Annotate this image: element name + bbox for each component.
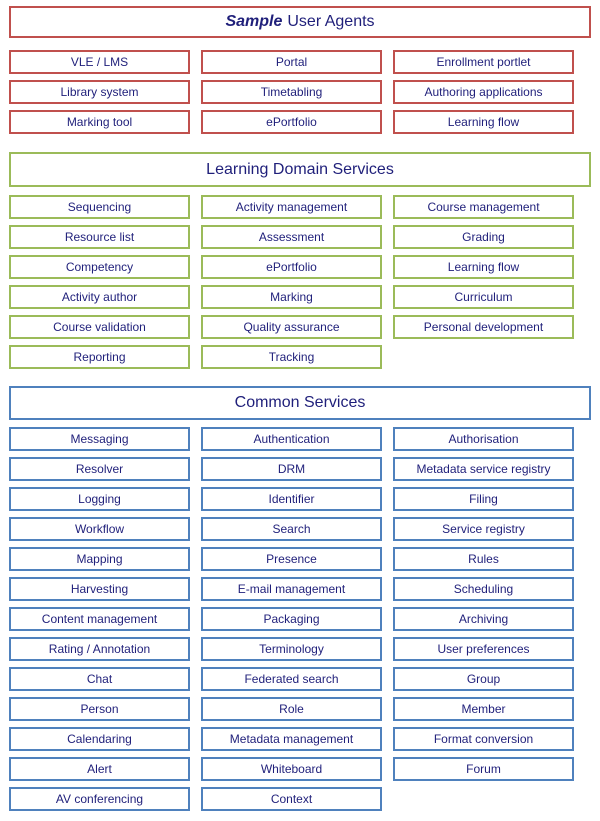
user-agents-title-emphasis: Sample <box>225 13 283 30</box>
learning-service-box: Marking <box>201 285 382 309</box>
learning-service-box: Tracking <box>201 345 382 369</box>
common-service-box: Archiving <box>393 607 574 631</box>
common-service-box: Calendaring <box>9 727 190 751</box>
learning-service-box: Sequencing <box>9 195 190 219</box>
common-service-box: Chat <box>9 667 190 691</box>
learning-service-box: Activity management <box>201 195 382 219</box>
common-service-box: Logging <box>9 487 190 511</box>
common-service-box: Metadata management <box>201 727 382 751</box>
learning-service-box: Personal development <box>393 315 574 339</box>
common-service-box: User preferences <box>393 637 574 661</box>
learning-service-box: Resource list <box>9 225 190 249</box>
user-agent-box: Learning flow <box>393 110 574 134</box>
common-service-box: Presence <box>201 547 382 571</box>
common-service-box: E-mail management <box>201 577 382 601</box>
common-service-box: Filing <box>393 487 574 511</box>
common-service-box: Messaging <box>9 427 190 451</box>
common-service-box: Group <box>393 667 574 691</box>
learning-domain-header <box>9 152 591 187</box>
common-service-box: Forum <box>393 757 574 781</box>
common-service-box: Federated search <box>201 667 382 691</box>
user-agent-box: Enrollment portlet <box>393 50 574 74</box>
user-agent-box: Library system <box>9 80 190 104</box>
common-service-box: Whiteboard <box>201 757 382 781</box>
learning-service-box: ePortfolio <box>201 255 382 279</box>
common-service-box: Format conversion <box>393 727 574 751</box>
user-agents-grid <box>9 50 574 134</box>
common-service-empty-cell <box>393 787 574 811</box>
common-service-box: AV conferencing <box>9 787 190 811</box>
learning-service-box: Assessment <box>201 225 382 249</box>
common-services-title: Common Services <box>234 394 366 411</box>
user-agent-box: VLE / LMS <box>9 50 190 74</box>
learning-domain-grid <box>9 195 574 369</box>
common-service-box: Identifier <box>201 487 382 511</box>
common-service-box: Authentication <box>201 427 382 451</box>
common-service-box: Mapping <box>9 547 190 571</box>
learning-service-box: Course management <box>393 195 574 219</box>
common-service-box: Search <box>201 517 382 541</box>
common-service-box: Role <box>201 697 382 721</box>
common-service-box: Person <box>9 697 190 721</box>
learning-service-box: Grading <box>393 225 574 249</box>
learning-domain-title: Learning Domain Services <box>206 160 394 178</box>
user-agent-box: Marking tool <box>9 110 190 134</box>
common-service-box: Alert <box>9 757 190 781</box>
learning-service-box: Activity author <box>9 285 190 309</box>
common-service-box: Member <box>393 697 574 721</box>
user-agents-title: User Agents <box>287 13 375 30</box>
learning-service-box: Course validation <box>9 315 190 339</box>
common-services-grid <box>9 427 574 811</box>
learning-service-box: Curriculum <box>393 285 574 309</box>
common-service-box: Authorisation <box>393 427 574 451</box>
common-service-box: Harvesting <box>9 577 190 601</box>
user-agents-header <box>9 6 591 38</box>
common-service-box: DRM <box>201 457 382 481</box>
common-service-box: Terminology <box>201 637 382 661</box>
common-service-box: Rating / Annotation <box>9 637 190 661</box>
learning-service-box: Quality assurance <box>201 315 382 339</box>
learning-service-box: Reporting <box>9 345 190 369</box>
common-service-box: Workflow <box>9 517 190 541</box>
user-agent-box: Portal <box>201 50 382 74</box>
common-service-box: Content management <box>9 607 190 631</box>
common-services-header <box>9 386 591 420</box>
common-service-box: Scheduling <box>393 577 574 601</box>
common-service-box: Service registry <box>393 517 574 541</box>
learning-service-empty-cell <box>393 345 574 369</box>
common-service-box: Context <box>201 787 382 811</box>
common-service-box: Metadata service registry <box>393 457 574 481</box>
common-service-box: Resolver <box>9 457 190 481</box>
learning-service-box: Competency <box>9 255 190 279</box>
user-agent-box: Authoring applications <box>393 80 574 104</box>
common-service-box: Packaging <box>201 607 382 631</box>
common-service-box: Rules <box>393 547 574 571</box>
user-agent-box: ePortfolio <box>201 110 382 134</box>
user-agent-box: Timetabling <box>201 80 382 104</box>
learning-service-box: Learning flow <box>393 255 574 279</box>
